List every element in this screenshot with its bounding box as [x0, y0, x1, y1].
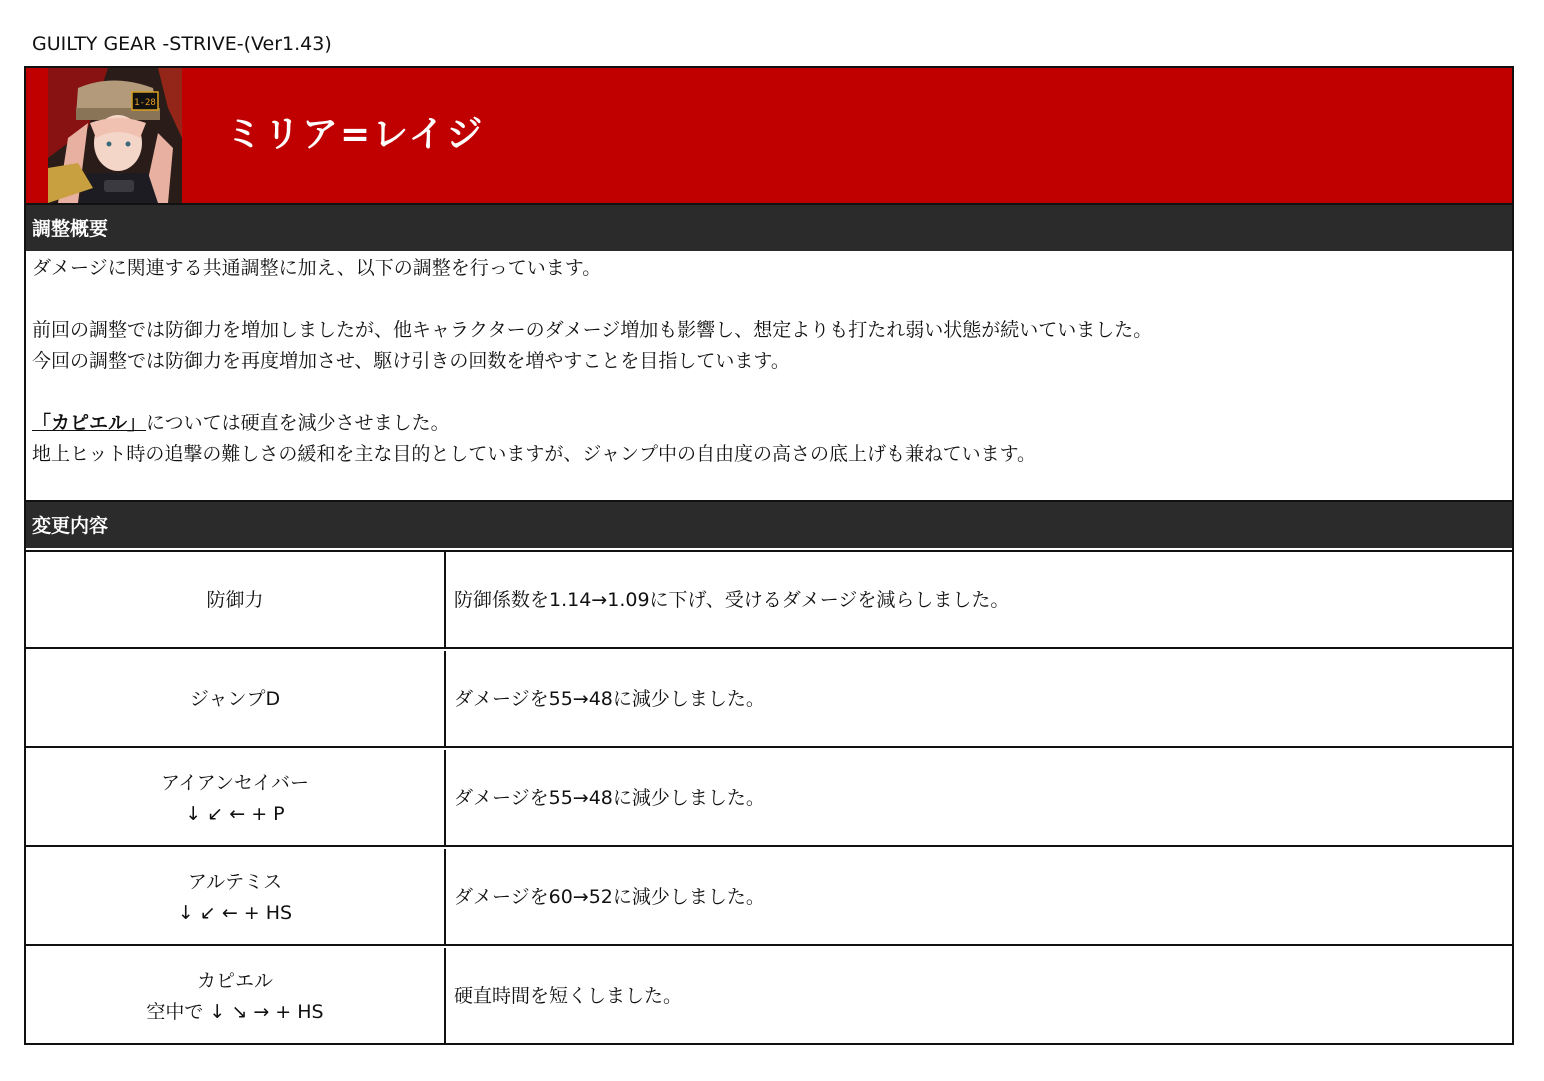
summary-line-4 — [32, 408, 1502, 439]
move-name: カピエル — [196, 969, 273, 992]
move-cell — [26, 651, 446, 748]
move-command: 空中で ↓ ↘ → + HS — [146, 1000, 324, 1023]
summary-line-1: ダメージに関連する共通調整に加え、以下の調整を行っています。 — [32, 257, 602, 279]
summary-body — [32, 253, 1502, 470]
summary-line-3: 今回の調整では防御力を再度増加させ、駆け引きの回数を増やすことを目指しています。 — [32, 350, 790, 372]
summary-heading: 調整概要 — [26, 203, 1512, 251]
game-title: GUILTY GEAR -STRIVE-(Ver1.43) — [32, 33, 332, 55]
patch-note-sheet — [24, 66, 1514, 1045]
table-row — [26, 651, 1512, 748]
move-command: ↓ ↙ ← + P — [185, 802, 285, 825]
move-cell — [26, 849, 446, 946]
table-row — [26, 948, 1512, 1045]
table-row — [26, 849, 1512, 946]
summary-line-5: 地上ヒット時の追撃の難しさの緩和を主な目的としていますが、ジャンプ中の自由度の高さの底上げも兼ねています。 — [32, 443, 1037, 465]
table-row — [26, 750, 1512, 847]
description-cell: 硬直時間を短くしました。 — [454, 985, 683, 1007]
portrait-badge-text: 1-28 — [134, 98, 156, 108]
changes-table — [26, 550, 1512, 1045]
character-name: ミリア=レイジ — [226, 114, 485, 155]
description-cell: 防御係数を1.14→1.09に下げ、受けるダメージを減らしました。 — [454, 589, 1010, 611]
kapiel-keyword-tail: については硬直を減少させました。 — [146, 412, 450, 434]
summary-line-2: 前回の調整では防御力を増加しましたが、他キャラクターのダメージ増加も影響し、想定よりも打たれ弱い状態が続いていました。 — [32, 319, 1153, 341]
move-name: ジャンプD — [189, 688, 281, 710]
move-name: アルテミス — [187, 870, 283, 893]
move-name: 防御力 — [206, 589, 264, 611]
description-cell: ダメージを55→48に減少しました。 — [454, 787, 765, 809]
changes-heading: 変更内容 — [26, 500, 1512, 548]
table-row — [26, 552, 1512, 649]
move-cell — [26, 750, 446, 847]
description-cell: ダメージを60→52に減少しました。 — [454, 886, 765, 908]
move-name: アイアンセイバー — [160, 771, 309, 794]
character-portrait — [48, 68, 182, 203]
move-command: ↓ ↙ ← + HS — [177, 901, 293, 924]
character-banner — [26, 68, 1512, 203]
description-cell: ダメージを55→48に減少しました。 — [454, 688, 765, 710]
kapiel-keyword: 「カピエル」 — [32, 412, 147, 434]
move-cell — [26, 552, 446, 649]
move-cell — [26, 948, 446, 1045]
